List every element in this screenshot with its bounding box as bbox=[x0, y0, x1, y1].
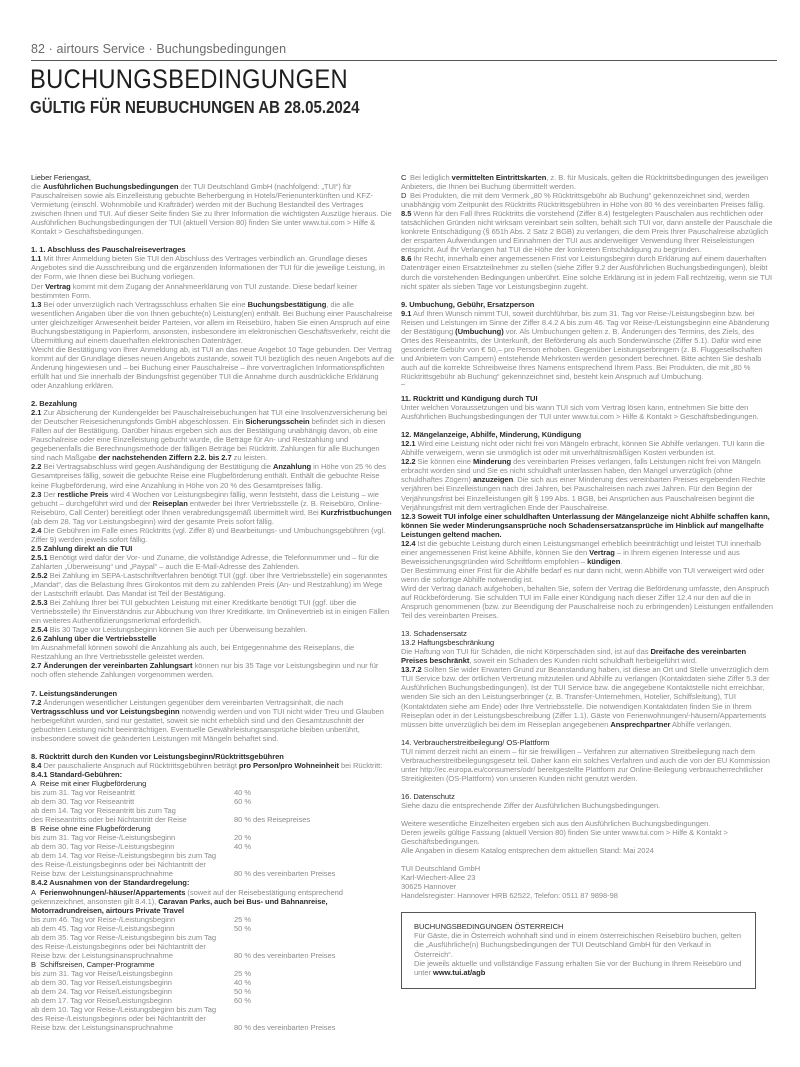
fee-row bbox=[31, 1014, 395, 1023]
text: Bei Zahlung im SEPA-Lastschriftverfahren benötigt TUI (ggf. über Ihre Vertriebsstelle) ein sogenanntes „Mandat“, das die Belastung Ihres Girokontos mit dem zu zahlenden Preis (An- und Restzahlung) im Wege der Lastschrift erlaubt. Das Mandat ist Teil der Bestätigung. bbox=[31, 570, 388, 599]
text: . bbox=[620, 556, 623, 566]
section-heading: 8. Rücktritt durch den Kunden vor Leistungsbeginn/Rücktrittsgebühren bbox=[31, 751, 284, 761]
category-label: Schiffsreisen, Camper-Programme bbox=[40, 959, 155, 969]
fee-value: 40 % bbox=[234, 788, 252, 797]
austria-agb-link[interactable]: www.tui.at/agb bbox=[433, 967, 486, 977]
emphasis: restliche Preis bbox=[57, 489, 109, 499]
fee-value bbox=[234, 851, 395, 860]
paragraph-2-7 bbox=[31, 661, 395, 679]
category-letter: A bbox=[31, 778, 36, 788]
text: die bbox=[31, 182, 43, 192]
company-street: Karl-Wiechert-Allee 23 bbox=[401, 873, 476, 883]
company-name: TUI Deutschland GmbH bbox=[401, 864, 481, 874]
fee-row bbox=[31, 851, 395, 860]
clause-number: 2.2 bbox=[31, 462, 42, 472]
page-subtitle: GÜLTIG FÜR NEUBUCHUNGEN AB 28.05.2024 bbox=[30, 97, 360, 117]
emphasis: der nachstehenden Ziffern 2.2. bis 2.7 bbox=[98, 453, 232, 463]
emphasis: Vertrag bbox=[589, 547, 615, 557]
subheading-2-6: 2.6 Zahlung über die Vertriebsstelle bbox=[31, 634, 157, 644]
exception-a bbox=[31, 888, 395, 915]
text: Sie können eine bbox=[415, 457, 473, 467]
text: Ist die gebuchte Leistung durch einen Leistungsmangel erheblich beeinträchtigt und leistet TUI innerhalb einer angemessenen Frist keine Abhilfe, können Sie den bbox=[401, 538, 761, 557]
text: Bei Produkten, die mit dem Vermerk „80 % Rücktrittsgebühr ab Buchung“ gekennzeichnet sind, werden unabhängig vom Zeitpunkt des Rücktritts Rücktrittsgebühren in Höhe von 80 % des vereinbarten Preises fällig. bbox=[401, 191, 765, 210]
fee-row bbox=[31, 1005, 395, 1014]
fee-label: ab dem 14. Tag vor Reiseantritt bis zum Tag bbox=[31, 806, 176, 816]
fee-label: ab dem 45. Tag vor Reise-/Leistungsbeginn bbox=[31, 923, 175, 933]
austria-info-box bbox=[401, 912, 756, 988]
paragraph-8-6 bbox=[401, 254, 773, 290]
fee-value: 25 % bbox=[234, 914, 252, 924]
separator-mark bbox=[401, 384, 405, 385]
text: Sollten Sie wider Erwarten Grund zur Beanstandung haben, ist diese an Ort und Stelle unverzüglich dem TUI Service bzw. der örtlichen Vertretung mitzuteilen und Abhilfe zu verlangen (Kontaktdaten siehe Ziffer 5.3 der Ausführlichen Buchungsbedingungen). Ist der TUI Service bzw. die angegebene Kontaktstelle nicht erreichbar, wenden Sie sich an den Leistungserbringer (z. B. Transfer-Unternehmen, Hotelier, Schiffsleitung), TUI (Kontaktdaten siehe am Ende) oder Ihre Vertriebsstelle. Die notwendigen Kontaktdaten finden Sie in Ihrem Reiseplan oder in der Leistungsbeschreibung (Ziffer 1.1). Gäste von Ferienwohnungen/-häusern/Appartements müssen bitte unverzüglich bei dem im Reiseplan angegebenen bbox=[401, 665, 770, 729]
section-2 bbox=[31, 399, 395, 679]
emphasis: Minderung bbox=[472, 457, 512, 467]
section-heading: 11. Rücktritt und Kündigung durch TUI bbox=[401, 394, 538, 404]
category-letter: B bbox=[31, 959, 36, 969]
closing-line: Alle Angaben in diesem Katalog entsprechen dem aktuellen Stand: Mai 2024 bbox=[401, 846, 654, 856]
fee-label: bis zum 46. Tag vor Reise-/Leistungsbeginn bbox=[31, 914, 176, 924]
text: Die jeweils aktuelle und vollständige Fassung erhalten Sie vor der Buchung in Ihrem Reisebüro und unter bbox=[414, 958, 742, 977]
paragraph-13-2 bbox=[401, 647, 773, 665]
emphasis: Dreifache des vereinbarten Preises beschränkt bbox=[401, 647, 747, 666]
fee-label: ab dem 30. Tag vor Reise-/Leistungsbeginn bbox=[31, 842, 175, 852]
fee-label: des Reise-/Leistungsbeginns oder bei Nichtantritt der bbox=[31, 860, 206, 870]
subheading-13-2: 13.2 Haftungsbeschränkung bbox=[401, 638, 495, 648]
category-label: Reise ohne eine Flugbeförderung bbox=[40, 824, 151, 834]
fee-label: bis zum 31. Tag vor Reise-/Leistungsbeginn bbox=[31, 833, 176, 843]
fee-value: 80 % des vereinbarten Preises bbox=[234, 1023, 336, 1033]
salutation: Lieber Feriengast, bbox=[31, 173, 91, 182]
fee-table-exception-b bbox=[31, 969, 395, 1032]
clause-number: 2.5.4 bbox=[31, 625, 48, 635]
paragraph-13-7-2 bbox=[401, 665, 773, 728]
text: Wenn für den Fall Ihres Rücktritts die vorstehend (Ziffer 8.4) festgelegten Pauschalen aus rechtlichen oder tatsächlichen Gründen nicht wirksam vereinbart sein sollten, behält sich TUI vor, dann anstelle der Pauschale die konkrete Entschädigung (§ 651h Abs. 2 Satz 2 BGB) zu verlangen, die dem Preis Ihrer Pauschalreise abzüglich der ersparten Aufwendungen und Einnahmen der TUI aus anderweitiger Verwendung Ihrer Reiseleistungen entspricht. Auf Ihr Verlangen hat TUI die Höhe der konkreten Entschädigung zu begründen. bbox=[401, 209, 773, 255]
emphasis: Buchungsbestätigung bbox=[247, 299, 327, 309]
text: Änderungen wesentlicher Leistungen gegenüber dem vereinbarten Vertragsinhalt, die nach bbox=[41, 697, 344, 707]
paragraph-2-5-4 bbox=[31, 625, 395, 634]
section-heading: 1. 1. Abschluss des Pauschalreisevertrages bbox=[31, 245, 186, 255]
category-label: Reise mit einer Flugbeförderung bbox=[40, 778, 147, 788]
text: der TUI Deutschland GmbH (nachfolgend: „TUI“) für Pauschalreisen sowie als Einzelleistung gebuchte Beherbergung in Hotels/Ferienunterkünften und KFZ-Vermietung (einschl. Wohnmobile und Krafträder) werden mit der Buchung Bestandteil des Vertrages zwischen Ihnen und TUI. Auf dieser Seite finden Sie zu Ihrer Information die wichtigsten Auszüge hieraus. Die Ausführlichen Buchungsbedingungen der TUI (aktuell Version 80) finden Sie unter www.tui.com > Hilfe & Kontakt > Geschäftsbedingungen. bbox=[31, 182, 392, 237]
fee-row bbox=[31, 987, 395, 996]
fee-value bbox=[234, 1005, 395, 1014]
paragraph-12-4-aufhebung: Wird der Vertrag danach aufgehoben, behalten Sie, sofern der Vertrag die Beförderung umfasste, den Anspruch auf Rückbeförderung. Sie schulden TUI im Falle einer Kündigung nach dieser Ziffer 12.4 nur den auf die in Anspruch genommenen (bzw. zur Beendigung der Pauschalreise noch zu erbringenden) Leistungen entfallenden Teil des vereinbarten Preises. bbox=[401, 583, 773, 621]
fee-row bbox=[31, 806, 395, 815]
section-11 bbox=[401, 394, 773, 421]
fee-row bbox=[31, 978, 395, 987]
fee-label: ab dem 30. Tag vor Reise/Leistungsbeginn bbox=[31, 977, 172, 987]
fee-label: ab dem 10. Tag vor Reise-/Leistungsbeginn bis zum Tag bbox=[31, 1005, 217, 1015]
closing-line: Deren jeweils gültige Fassung (aktuell Version 80) finden Sie unter www.tui.com > Hilfe & Kontakt > Geschäftsbedingungen. bbox=[401, 828, 728, 847]
paragraph-vertrag bbox=[31, 282, 395, 300]
fee-row bbox=[31, 942, 395, 951]
section-8 bbox=[31, 752, 395, 1032]
clause-number: 7.2 bbox=[31, 697, 42, 707]
clause-number: 2.3 bbox=[31, 489, 42, 499]
fee-value: 20 % bbox=[234, 833, 252, 843]
clause-number: 13.7.2 bbox=[401, 665, 422, 675]
clause-number: 1.3 bbox=[31, 299, 42, 309]
fee-table-exception-a bbox=[31, 915, 395, 960]
left-column bbox=[31, 173, 395, 1032]
paragraph-9-1 bbox=[401, 309, 773, 381]
fee-label: des Reiseantritts oder bei Nichtantritt der Reise bbox=[31, 815, 187, 825]
text: Wird eine Leistung nicht oder nicht frei von Mängeln erbracht, können Sie Abhilfe verlangen. TUI kann die Abhilfe verweigern, wenn sie unmöglich ist oder mit unverhältnismäßigen Kosten verbunden ist. bbox=[401, 439, 765, 458]
emphasis: kündigen bbox=[587, 556, 621, 566]
emphasis: Caravan Parks, auch bei Bus- und Bahnanreise, Motorradrundreisen, airtours Private Travel bbox=[31, 896, 328, 915]
fee-label: Reise bzw. der Leistungsinanspruchnahme bbox=[31, 869, 173, 879]
emphasis: pro Person/pro Wohneinheit bbox=[238, 760, 339, 770]
emphasis: Vertrag bbox=[45, 281, 71, 291]
section-9 bbox=[401, 300, 773, 385]
austria-box-heading: BUCHUNGSBEDINGUNGEN ÖSTERREICH bbox=[414, 922, 564, 932]
text: Zur Absicherung der Kundengelder bei Pauschalreisebuchungen hat TUI eine Insolvenzversicherung bei der Deutscher Reisesicherungsfonds GmbH abgeschlossen. Ein bbox=[31, 408, 387, 427]
paragraph-8-4 bbox=[31, 761, 395, 770]
category-b-heading bbox=[31, 824, 395, 833]
subheading-8-4-1: 8.4.1 Standard-Gebühren: bbox=[31, 769, 123, 779]
paragraph-2-5-1 bbox=[31, 553, 395, 571]
exception-b-heading bbox=[31, 960, 395, 969]
text: Die Gebühren im Falle eines Rücktritts (vgl. Ziffer 8) und Bearbeitungs- und Umbuchungsgebühren (vgl. Ziffer 9) werden jeweils sofort fällig. bbox=[31, 525, 386, 544]
paragraph-12-4 bbox=[401, 539, 773, 566]
fee-row bbox=[31, 951, 395, 960]
text: vor. Als Umbuchungen gelten z. B. Änderungen des Termins, des Ziels, des Ortes des Reiseantritts, der Unterkunft, der Beförderung als auch Sonderwünsche (Ziffer 5.1). Dafür wird eine gesonderte Gebühr von € 50,– pro Person erhoben. Gegenüber Leistungserbringern (z. B. Fluggesellschaften und Anbietern von Campern) entstehende Mehrkosten werden gesondert berechnet. Bitte achten Sie deshalb auch auf die korrekte Schreibweise Ihres Namens entsprechend Ihrem Pass. Bei Produkten, die mit „80 % Rücktrittsgebühr ab Buchung“ gekennzeichnet sind, besteht kein Anspruch auf Umbuchung. bbox=[401, 326, 763, 381]
closing-notes bbox=[401, 819, 773, 855]
clause-number: 2.4 bbox=[31, 525, 42, 535]
fee-value: 50 % bbox=[234, 987, 252, 997]
fee-table-a bbox=[31, 788, 395, 824]
fee-row bbox=[31, 815, 395, 824]
fee-row bbox=[31, 1023, 395, 1032]
paragraph-2-4 bbox=[31, 526, 395, 544]
text: (soweit auf der Reisebestätigung entsprechend gekennzeichnet, ansonsten gilt 8.4.1), bbox=[31, 887, 343, 906]
header-rule bbox=[31, 60, 777, 61]
section-heading: 14. Verbraucherstreitbeilegung/ OS-Plattform bbox=[401, 737, 550, 747]
fee-row bbox=[31, 924, 395, 933]
paragraph-12-1 bbox=[401, 439, 773, 457]
emphasis: Reiseplan bbox=[152, 498, 188, 508]
paragraph-1-3 bbox=[31, 300, 395, 345]
subheading-2-5: 2.5 Zahlung direkt an die TUI bbox=[31, 543, 133, 553]
section-heading: 2. Bezahlung bbox=[31, 399, 77, 409]
text: in Höhe von 25 % des Gesamtpreises fällig, soweit die gebuchte Reise eine Flugbeförderung enthält. Enthält die gebuchte Reise keine Flugbeförderung, wird eine Anzahlung in Höhe von 20 % des Gesamtpreises fällig. bbox=[31, 462, 386, 490]
section-heading: 12. Mängelanzeige, Abhilfe, Minderung, Kündigung bbox=[401, 430, 582, 440]
section-heading: 16. Datenschutz bbox=[401, 791, 455, 801]
clause-number: 8.6 bbox=[401, 254, 412, 264]
text: befindet sich in diesen Fällen auf der Bestätigung. Darüber hinaus ergeben sich aus der Bestätigung unabhängig davon, ob eine Pauschalreise oder eine Einzelleistung gebucht wurde, die Beträge für An- und Restzahlung und gegebenenfalls die Berechnungsmethode der fälligen Beträge bei Rücktritt. Zahlungen für alle Buchungen sind nach Maßgabe bbox=[31, 417, 386, 463]
emphasis: Ausführlichen Buchungsbedingungen bbox=[42, 182, 179, 192]
text: Der bbox=[41, 489, 58, 499]
austria-box-paragraph: Für Gäste, die in Österreich wohnhaft sind und in einem österreichischen Reisebüro buchen, gelten die „Ausführliche(n) Buchungsbedingungen der TUI Deutschland GmbH für den Verkauf in Österreich“. bbox=[414, 931, 741, 959]
clause-number: 8.5 bbox=[401, 209, 412, 219]
section-14 bbox=[401, 738, 773, 783]
text: , die alle wesentlichen Angaben über die von Ihnen gebuchte(n) Leistung(en) enthält. Bei Buchung einer Pauschalreise unter gleichzeitiger Anwesenheit beider Parteien, vor allem im Reisebüro, haben Sie einen Anspruch auf eine Buchungsbestätigung in Papierform, ansonsten, insbesondere im elektronischen Geschäftsverkehr, reicht die Übermittlung auf einem dauerhaften elektronischen Datenträger. bbox=[31, 299, 393, 345]
text: können nur bis 35 Tage vor Leistungsbeginn und nur für noch offen stehende Zahlungen vorgenommen werden. bbox=[31, 661, 379, 680]
clause-number: 8.4 bbox=[31, 760, 42, 770]
section-16 bbox=[401, 792, 773, 810]
text: bei Rücktritt: bbox=[338, 760, 383, 770]
emphasis: Ferienwohnungen/-häuser/Appartements bbox=[40, 887, 186, 897]
fee-row bbox=[31, 915, 395, 924]
fee-value: 80 % des vereinbarten Preises bbox=[234, 869, 336, 879]
fee-row bbox=[31, 860, 395, 869]
fee-value bbox=[234, 933, 395, 942]
emphasis: 2.7 Änderungen der vereinbarten Zahlungsart bbox=[31, 661, 193, 671]
paragraph-8-5 bbox=[401, 209, 773, 254]
text: Auf Ihren Wunsch nimmt TUI, soweit durchführbar, bis zum 31. Tag vor Reise-/Leistungsbeginn bzw. bei Reisen und Leistungen im Sinne der Ziffer 8.4.2 A bis zum 46. Tag vor Reise-/Leistungsbeginn eine Abänderung der Bestätigung bbox=[401, 308, 770, 336]
section-heading: 9. Umbuchung, Gebühr, Ersatzperson bbox=[401, 299, 535, 309]
fee-label: ab dem 17. Tag vor Reise/Leistungsbeginn bbox=[31, 996, 172, 1006]
fee-value bbox=[234, 806, 395, 815]
paragraph-1-1 bbox=[31, 254, 395, 281]
text: (ab dem 28. Tag vor Leistungsbeginn) wird der gesamte Preis sofort fällig. bbox=[31, 516, 274, 526]
fee-label: Reise bzw. der Leistungsinanspruchnahme bbox=[31, 1023, 173, 1033]
paragraph-abweichung: Weicht die Bestätigung von Ihrer Anmeldung ab, ist TUI an das neue Angebot 10 Tage gebunden. Der Vertrag kommt auf der Grundlage dieses neuen Angebots zustande, soweit TUI bezüglich des neuen Angebots auf die Änderung hingewiesen und – bei Buchung einer Pauschalreise – ihre vorvertraglichen Informationspflichten erfüllt hat und Sie innerhalb der Bindungsfrist gegenüber TUI die Annahme durch ausdrückliche Erklärung oder Anzahlung erklären. bbox=[31, 344, 395, 391]
text: Bei lediglich bbox=[410, 173, 452, 182]
text: zu leisten. bbox=[231, 453, 268, 463]
text: notwendig werden und von TUI nicht wider Treu und Glauben herbeigeführt wurden, sind nur gestattet, soweit sie nicht erheblich sind und den Gesamtzuschnitt der gebuchten Leistung nicht beeinträchtigen. Eventuelle Gewährleistungsansprüche bleiben unberührt, insbesondere soweit die geänderten Leistungen mit Mängeln behaftet sind. bbox=[31, 706, 384, 743]
clause-number: 2.5.1 bbox=[31, 552, 48, 562]
fee-row bbox=[31, 996, 395, 1005]
exception-d bbox=[401, 191, 773, 209]
clause-number: 1.1 bbox=[31, 254, 42, 264]
category-letter: D bbox=[401, 191, 407, 201]
fee-value: 80 % des Reisepreises bbox=[234, 815, 311, 825]
fee-label: des Reise-/Leistungsbeginns oder bei Nichtantritt der bbox=[31, 1014, 206, 1024]
paragraph-12-3: 12.3 Soweit TUI infolge einer schuldhaften Unterlassung der Mängelanzeige nicht Abhilfe schaffen kann, können Sie weder Minderungsansprüche noch Schadensersatzansprüche im Hinblick auf mangelhafte Leistungen geltend machen. bbox=[401, 511, 770, 539]
paragraph-2-6: Im Ausnahmefall können sowohl die Anzahlung als auch, bei Entgegennahme des Reiseplans, die Restzahlung an Ihre Vertriebsstelle geleistet werden. bbox=[31, 643, 355, 662]
emphasis: (Umbuchung) bbox=[455, 326, 504, 336]
fee-value: 50 % bbox=[234, 923, 252, 933]
text: Bei Zahlung Ihrer bei TUI gebuchten Leistung mit einer Kreditkarte benötigt TUI (ggf. über die Vertriebsstelle) Ihr Einverständnis zur Abbuchung von Ihrer Kreditkarte. Im Onlinevertrieb ist in einigen Fällen ein weiteres Authentifizierungsmerkmal erforderlich. bbox=[31, 598, 390, 626]
paragraph-2-3 bbox=[31, 490, 395, 526]
category-letter: A bbox=[31, 887, 36, 897]
text: Der pauschalierte Anspruch auf Rücktrittsgebühren beträgt bbox=[41, 760, 239, 770]
fee-value: 80 % des vereinbarten Preises bbox=[234, 950, 336, 960]
fee-label: bis zum 31. Tag vor Reise/Leistungsbeginn bbox=[31, 968, 173, 978]
text: – in Ihrem eigenen Interesse und aus Beweissicherungsgründen wird Schriftform empfohlen – bbox=[401, 547, 740, 566]
fee-table-b bbox=[31, 833, 395, 878]
category-letter: B bbox=[31, 824, 36, 834]
paragraph-2-1 bbox=[31, 408, 395, 462]
running-head: 82 · airtours Service · Buchungsbedingungen bbox=[31, 42, 287, 56]
fee-row bbox=[31, 842, 395, 851]
clause-number: 12.1 bbox=[401, 439, 416, 449]
fee-value: 25 % bbox=[234, 968, 252, 978]
right-column bbox=[401, 173, 773, 989]
fee-value bbox=[234, 1014, 395, 1023]
text: Bei oder unverzüglich nach Vertragsschluss erhalten Sie eine bbox=[41, 299, 248, 309]
clause-number: 12.4 bbox=[401, 538, 416, 548]
text: entweder bei Ihrer Vertriebsstelle (z. B. Reisebüro, Online-Reisebüro, Call Center) bereitliegt oder Ihnen verabredungsgemäß übermittelt wird. Bei bbox=[31, 498, 382, 517]
category-a-heading bbox=[31, 779, 395, 788]
fee-row bbox=[31, 797, 395, 806]
intro-section bbox=[31, 173, 395, 236]
fee-value: 60 % bbox=[234, 797, 252, 807]
clause-number: 12.2 bbox=[401, 457, 416, 467]
emphasis: Anzahlung bbox=[272, 462, 312, 472]
fee-label: bis zum 31. Tag vor Reiseantritt bbox=[31, 788, 135, 797]
fee-label: ab dem 30. Tag vor Reiseantritt bbox=[31, 797, 135, 807]
fee-row bbox=[31, 869, 395, 878]
emphasis: Ansprechpartner bbox=[610, 719, 671, 729]
fee-row bbox=[31, 788, 395, 797]
fee-value bbox=[234, 860, 395, 869]
fee-label: ab dem 35. Tag vor Reise-/Leistungsbeginn bis zum Tag bbox=[31, 932, 217, 942]
text: . Die sich aus einer Minderung des vereinbarten Preises ergebenden Rechte verjähren bei Einzelleistungen nach drei Jahren, bei Pauschalreisen nach zwei Jahren. Für den Beginn der Verjährungsfrist bei Einzelleistungen gilt § 199 Abs. 1 BGB, bei Ansprüchen aus Pauschalreisen beginnt die Verjährungsfrist mit dem vertraglichen Ende der Pauschalreise. bbox=[401, 475, 766, 512]
intro-paragraph bbox=[31, 182, 395, 236]
paragraph-16: Siehe dazu die entsprechende Ziffer der Ausführlichen Buchungsbedingungen. bbox=[401, 800, 661, 810]
text: , z. B. für Musicals, gelten die Rücktrittsbedingungen des jeweiligen Anbieters, die Ihnen bei Buchung übermittelt werden. bbox=[401, 173, 769, 192]
subheading-8-4-2: 8.4.2 Ausnahmen von der Standardregelung: bbox=[31, 878, 190, 888]
text: des vereinbarten Preises verlangen, falls Leistungen nicht frei von Mängeln erbracht worden sind und Sie es nicht schuldhaft unterlassen haben, den Mangel unverzüglich (ohne schuldhaftes Zögern) bbox=[401, 457, 761, 485]
section-7 bbox=[31, 689, 395, 743]
paragraph-14: TUI nimmt derzeit nicht an einem – für sie freiwilligen – Verfahren zur alternativen Streitbeilegung nach dem Verbraucherstreitbeilegungsgesetz teil. Daher kann ein solches Verfahren und auch die von der EU Kommission unter http://ec.europa.eu/consumers/odr/ bereitgestellte Plattform zur Online-Beilegung verbraucherrechtlicher Streitigkeiten (OS-Plattform) von unseren Kunden nicht genutzt werden. bbox=[401, 746, 770, 783]
page-title: BUCHUNGSBEDINGUNGEN bbox=[30, 64, 348, 94]
text: Mit Ihrer Anmeldung bieten Sie TUI den Abschluss des Vertrages verbindlich an. Grundlage dieses Angebotes sind die Ausschreibung und die ergänzenden Informationen der TUI für die jeweilige Leistung, in der Form, wie Ihnen diese bei Buchung vorliegen. bbox=[31, 254, 385, 282]
fee-row bbox=[31, 933, 395, 942]
section-8-continued bbox=[401, 173, 773, 291]
category-letter: C bbox=[401, 173, 407, 182]
clause-number: 2.5.3 bbox=[31, 598, 48, 608]
section-13 bbox=[401, 629, 773, 729]
paragraph-2-5-3 bbox=[31, 598, 395, 625]
fee-row bbox=[31, 969, 395, 978]
fee-label: ab dem 14. Tag vor Reise-/Leistungsbeginn bis zum Tag bbox=[31, 851, 217, 861]
text: Bis 30 Tage vor Leistungsbeginn können Sie auch per Überweisung bezahlen. bbox=[47, 625, 308, 635]
emphasis: anzuzeigen bbox=[472, 475, 514, 485]
paragraph-12-2 bbox=[401, 457, 773, 511]
section-heading: 13. Schadensersatz bbox=[401, 629, 467, 639]
exception-c bbox=[401, 173, 773, 191]
paragraph-2-5-2 bbox=[31, 571, 395, 598]
fee-label: Reise bzw. der Leistungsinanspruchnahme bbox=[31, 950, 173, 960]
paragraph-2-2 bbox=[31, 462, 395, 489]
emphasis: Sicherungsschein bbox=[245, 417, 310, 427]
fee-value bbox=[234, 942, 395, 951]
clause-number: 2.5.2 bbox=[31, 570, 48, 580]
fee-value: 40 % bbox=[234, 977, 252, 987]
fee-value: 40 % bbox=[234, 842, 252, 852]
fee-value: 60 % bbox=[234, 996, 252, 1006]
text: wird 4 Wochen vor Leistungsbeginn fällig, wenn feststeht, dass die Leistung – wie gebucht – durchgeführt wird und der bbox=[31, 489, 379, 508]
text: , soweit ein Schaden des Kunden nicht schuldhaft herbeigeführt wird. bbox=[469, 656, 698, 666]
fee-label: ab dem 24. Tag vor Reise/Leistungsbeginn bbox=[31, 987, 172, 997]
austria-box-paragraph bbox=[414, 959, 743, 977]
text: Die Haftung von TUI für Schäden, die nicht Körperschäden sind, ist auf das bbox=[401, 647, 651, 657]
company-address bbox=[401, 864, 773, 900]
paragraph-11: Unter welchen Voraussetzungen und bis wann TUI sich vom Vertrag lösen kann, entnehmen Sie bitte den Ausführlichen Buchungsbedingungen der TUI unter www.tui.com > Hilfe & Kontakt > Geschäftsbedingungen. bbox=[401, 403, 759, 422]
emphasis: vermittelten Eintrittskarten bbox=[451, 173, 547, 182]
text: kommt mit dem Zugang der Annahmeerklärung von TUI zustande. Diese bedarf keiner bestimmten Form. bbox=[31, 281, 358, 300]
clause-number: 2.1 bbox=[31, 408, 42, 418]
fee-label: des Reise-/Leistungsbeginns oder bei Nichtantritt der bbox=[31, 941, 206, 951]
company-city: 30625 Hannover bbox=[401, 882, 457, 892]
section-1 bbox=[31, 245, 395, 390]
section-12 bbox=[401, 430, 773, 620]
company-register: Handelsregister: Hannover HRB 62522, Telefon: 0511 87 9898-98 bbox=[401, 891, 618, 901]
emphasis: Vertragsschluss und vor Leistungsbeginn bbox=[31, 706, 180, 716]
text: Der bbox=[31, 281, 46, 291]
closing-line: Weitere wesentliche Einzelheiten ergeben sich aus den Ausführlichen Buchungsbedingungen. bbox=[401, 819, 711, 828]
emphasis: Kurzfristbuchungen bbox=[320, 507, 392, 517]
clause-number: 9.1 bbox=[401, 308, 412, 318]
section-heading: 7. Leistungsänderungen bbox=[31, 688, 118, 698]
paragraph-7-2 bbox=[31, 698, 395, 743]
text: Ihr Recht, innerhalb einer angemessenen Frist vor Leistungsbeginn durch Erklärung auf einem dauerhaften Datenträger einen Ersatzteilnehmer zu stellen (siehe Ziffer 9.2 der Ausführlichen Buchungsbedingungen), bleibt durch die vorstehenden Bedingungen unberührt. Eine solche Erklärung ist in jedem Fall rechtzeitig, wenn sie TUI nicht später als sieben Tage vor Leistungsbeginn zugeht. bbox=[401, 254, 773, 291]
fee-row bbox=[31, 833, 395, 842]
text: Benötigt wird dafür der Vor- und Zuname, die vollständige Adresse, die Telefonnummer und – für die Zahlarten „Überweisung“ und „Paypal“ – auch die E-Mail-Adresse des Zahlenden. bbox=[31, 552, 379, 571]
text: Bei Vertragsabschluss wird gegen Aushändigung der Bestätigung die bbox=[41, 462, 273, 472]
text: Abhilfe verlangen. bbox=[670, 719, 732, 729]
paragraph-12-4-frist: Der Bestimmung einer Frist für die Abhilfe bedarf es nur dann nicht, wenn Abhilfe von TUI verweigert wird oder wenn die sofortige Abhilfe notwendig ist. bbox=[401, 565, 765, 584]
